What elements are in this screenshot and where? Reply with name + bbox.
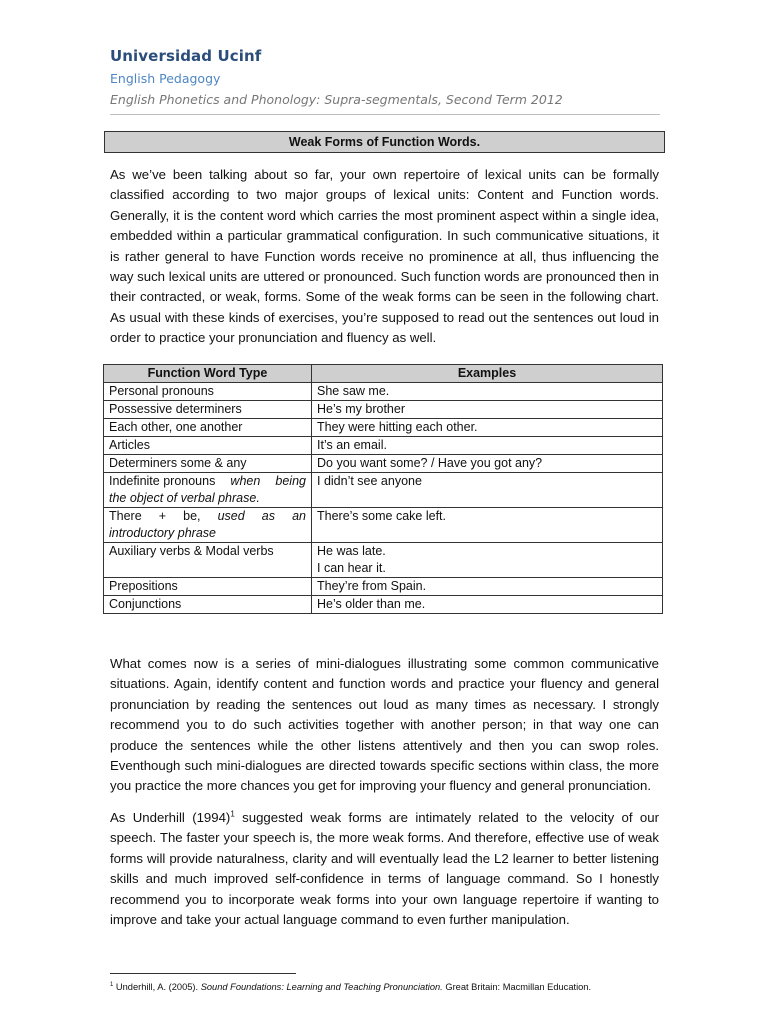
- table-row: [104, 508, 663, 543]
- intro-paragraph: As we’ve been talking about so far, your own repertoire of lexical units can be formally classified according to two major groups of lexical units: Content and Function words. Generally, it is the content word which carries the most prominent aspect within a single idea, embedded within a particular grammatical configuration. In such communicative situations, it is rather general to have Function words receive no prominence at all, thus influencing the way such lexical units are uttered or pronounced. Such function words are pronounced then in their contracted, or weak, forms. Some of the weak forms can be seen in the following chart. As usual with these kinds of exercises, you’re supposed to read out the sentences out loud in order to practice your pronunciation and fluency as well.: [110, 167, 659, 346]
- type-cell: Articles: [104, 437, 312, 455]
- table-row: [104, 419, 663, 437]
- footnote-reference[interactable]: 1: [230, 809, 235, 819]
- example-cell: It’s an email.: [312, 437, 663, 455]
- type-cell: Auxiliary verbs & Modal verbs: [104, 543, 312, 578]
- table-row: [104, 437, 663, 455]
- type-cell: Determiners some & any: [104, 455, 312, 473]
- example-cell: Do you want some? / Have you got any?: [312, 455, 663, 473]
- table-row: [104, 455, 663, 473]
- type-cell: [104, 473, 312, 508]
- table-row: [104, 401, 663, 419]
- department-name: English Pedagogy: [110, 71, 221, 86]
- footnote: $^1$ Underhill, A. (2005). Sound Foundations: Learning and Teaching Pronunciation. Great Britain: Macmillan Education.: [110, 981, 592, 992]
- example-cell: He was late. I can hear it.: [312, 543, 663, 578]
- table-header-row: [104, 365, 663, 383]
- example-cell: She saw me.: [312, 383, 663, 401]
- header-divider: [110, 114, 660, 115]
- university-name: Universidad Ucinf: [110, 47, 262, 65]
- type-line: Indefinite pronouns when being: [109, 474, 306, 488]
- table-row: [104, 473, 663, 508]
- example-cell: They’re from Spain.: [312, 578, 663, 596]
- type-cell: Personal pronouns: [104, 383, 312, 401]
- table-row: [104, 543, 663, 578]
- example-cell: They were hitting each other.: [312, 419, 663, 437]
- table-row: [104, 596, 663, 614]
- table-row: [104, 578, 663, 596]
- course-name: English Phonetics and Phonology: Supra-segmentals, Second Term 2012: [110, 92, 563, 107]
- footnote-divider: [110, 973, 296, 974]
- example-cell: He’s older than me.: [312, 596, 663, 614]
- section-title: Weak Forms of Function Words.: [104, 131, 665, 153]
- column-header-type: Function Word Type: [104, 365, 312, 383]
- example-cell: He’s my brother: [312, 401, 663, 419]
- function-words-table: [103, 364, 663, 614]
- type-cell: Possessive determiners: [104, 401, 312, 419]
- table-row: [104, 383, 663, 401]
- example-cell: There’s some cake left.: [312, 508, 663, 543]
- underhill-paragraph: As Underhill $(1994)^1$ suggested weak forms are intimately related to the velocity of our speech. The faster your speech is, the more weak forms. And therefore, effective use of weak forms will provide naturalness, clarity and will eventually lead the L2 learner to better listening skills and much improved self-confidence in terms of language command. So I honestly recommend you to incorporate weak forms into your own language repertoire if wanting to improve and take your actual language command to even further manipulation.: [110, 809, 659, 928]
- type-cell: Prepositions: [104, 578, 312, 596]
- type-line: There + be, used as an: [109, 509, 306, 523]
- type-line: the object of verbal phrase.: [109, 491, 260, 505]
- type-cell: [104, 508, 312, 543]
- column-header-examples: Examples: [312, 365, 663, 383]
- example-cell: I didn’t see anyone: [312, 473, 663, 508]
- mini-dialogues-paragraph: What comes now is a series of mini-dialogues illustrating some common communicative situations. Again, identify content and function words and practice your fluency and general pronunciation by reading the sentences out loud as many times as necessary. I strongly recommend you to do such activities together with another person; in that way one can produce the sentences while the other listens attentively and then you can swop roles. Eventhough such mini-dialogues are directed towards specific sections within class, the more you practice the more chances you get for improving your fluency and general pronunciation.: [110, 656, 659, 794]
- type-cell: Conjunctions: [104, 596, 312, 614]
- type-line: introductory phrase: [109, 526, 217, 540]
- type-cell: Each other, one another: [104, 419, 312, 437]
